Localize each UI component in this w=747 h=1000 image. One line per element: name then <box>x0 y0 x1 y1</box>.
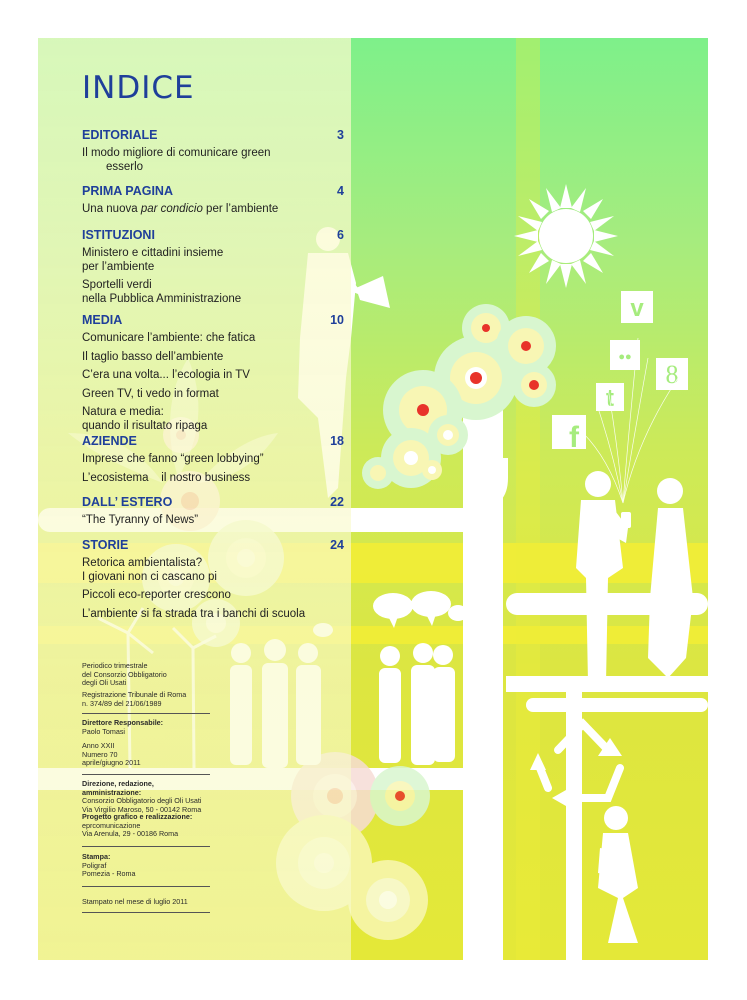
divider <box>82 774 210 775</box>
svg-text:8: 8 <box>665 360 679 389</box>
phone-icon <box>621 512 631 528</box>
toc-entry[interactable]: Sportelli verdi nella Pubblica Amministrazione <box>82 279 242 305</box>
vimeo-icon <box>621 291 653 323</box>
masthead-print: Stampa: Poligraf Pomezia - Roma <box>82 852 136 878</box>
section-istituzioni <box>82 228 344 306</box>
toc-entry[interactable]: Comunicare l’ambiente: che fatica <box>82 332 256 344</box>
page-number: 18 <box>330 434 344 448</box>
section-editoriale <box>82 128 344 174</box>
toc-entry[interactable]: Natura e media: quando il risultato ripaga <box>82 406 208 432</box>
toc-entry[interactable]: Una nuova par condicio per l’ambiente <box>82 203 279 215</box>
twitter-icon <box>596 383 624 412</box>
sun-icon <box>514 184 618 288</box>
page-number: 10 <box>330 313 344 327</box>
facebook-icon <box>552 415 586 454</box>
section-dall-estero <box>82 495 344 528</box>
divider <box>82 886 210 887</box>
section-heading: STORIE <box>82 538 129 552</box>
section-storie <box>82 538 344 621</box>
toc-entry[interactable]: Green TV, ti vedo in format <box>82 387 219 400</box>
svg-text:●●: ●● <box>618 351 632 363</box>
girl-reading-silhouette <box>598 806 638 943</box>
toc-entry[interactable]: Il taglio basso dell’ambiente <box>82 350 224 363</box>
toc-entry[interactable]: Imprese che fanno “green lobbying” <box>82 453 264 465</box>
section-heading: MEDIA <box>82 313 123 327</box>
section-heading: ISTITUZIONI <box>82 228 155 242</box>
section-prima-pagina <box>82 184 344 217</box>
svg-text:v: v <box>630 295 644 322</box>
section-heading: EDITORIALE <box>82 128 158 142</box>
toc-entry[interactable]: “The Tyranny of News” <box>82 514 199 526</box>
toc-entry[interactable]: Ministero e cittadini insieme per l’ambiente <box>82 247 224 273</box>
section-aziende <box>82 434 344 485</box>
toc-entry[interactable]: L’ambiente si fa strada tra i banchi di scuola <box>82 607 306 620</box>
megaphone-icon <box>356 276 390 308</box>
toc-entry[interactable]: C’era una volta... l’ecologia in TV <box>82 369 250 381</box>
page-title: INDICE <box>82 70 195 106</box>
section-heading: DALL’ ESTERO <box>82 495 173 509</box>
toc-entry[interactable]: Retorica ambientalista? I giovani non ci cascano pi <box>82 557 217 583</box>
masthead-director: Direttore Responsabile: Paolo Tomasi <box>82 718 164 736</box>
masthead-periodical: Periodico trimestrale del Consorzio Obbligatorio degli Oli Usati <box>82 661 167 687</box>
page-number: 3 <box>337 128 344 142</box>
svg-text:t: t <box>606 385 614 412</box>
section-heading: PRIMA PAGINA <box>82 184 173 198</box>
page-number: 6 <box>337 228 344 242</box>
page-number: 4 <box>337 184 344 198</box>
svg-text:f: f <box>569 421 579 454</box>
toc-entry[interactable]: Il modo migliore di comunicare green esserlo <box>82 147 271 173</box>
toc-entry[interactable]: L’ecosistema il nostro business <box>82 471 251 484</box>
toc-entry[interactable]: Piccoli eco-reporter crescono <box>82 589 231 601</box>
google-icon <box>656 358 688 390</box>
divider <box>82 912 210 913</box>
page-number: 22 <box>330 495 344 509</box>
masthead-registration: Registrazione Tribunale di Roma n. 374/89 del 21/06/1989 <box>82 690 187 708</box>
masthead-editorial: Direzione, redazione, amministrazione: Consorzio Obbligatorio degli Oli Usati Via Virgilio Maroso, 50 - 00142 Roma <box>82 779 202 814</box>
section-heading: AZIENDE <box>82 434 137 448</box>
masthead-design: Progetto grafico e realizzazione: eprcomunicazione Via Arenula, 29 - 00186 Roma <box>82 812 193 838</box>
divider <box>82 846 210 847</box>
page-number: 24 <box>330 538 344 552</box>
magazine-page <box>38 38 708 960</box>
masthead-issue: Anno XXII Numero 70 aprile/giugno 2011 <box>82 741 141 767</box>
masthead-printed-date: Stampato nel mese di luglio 2011 <box>82 897 188 906</box>
section-media <box>82 313 344 433</box>
divider <box>82 713 210 714</box>
